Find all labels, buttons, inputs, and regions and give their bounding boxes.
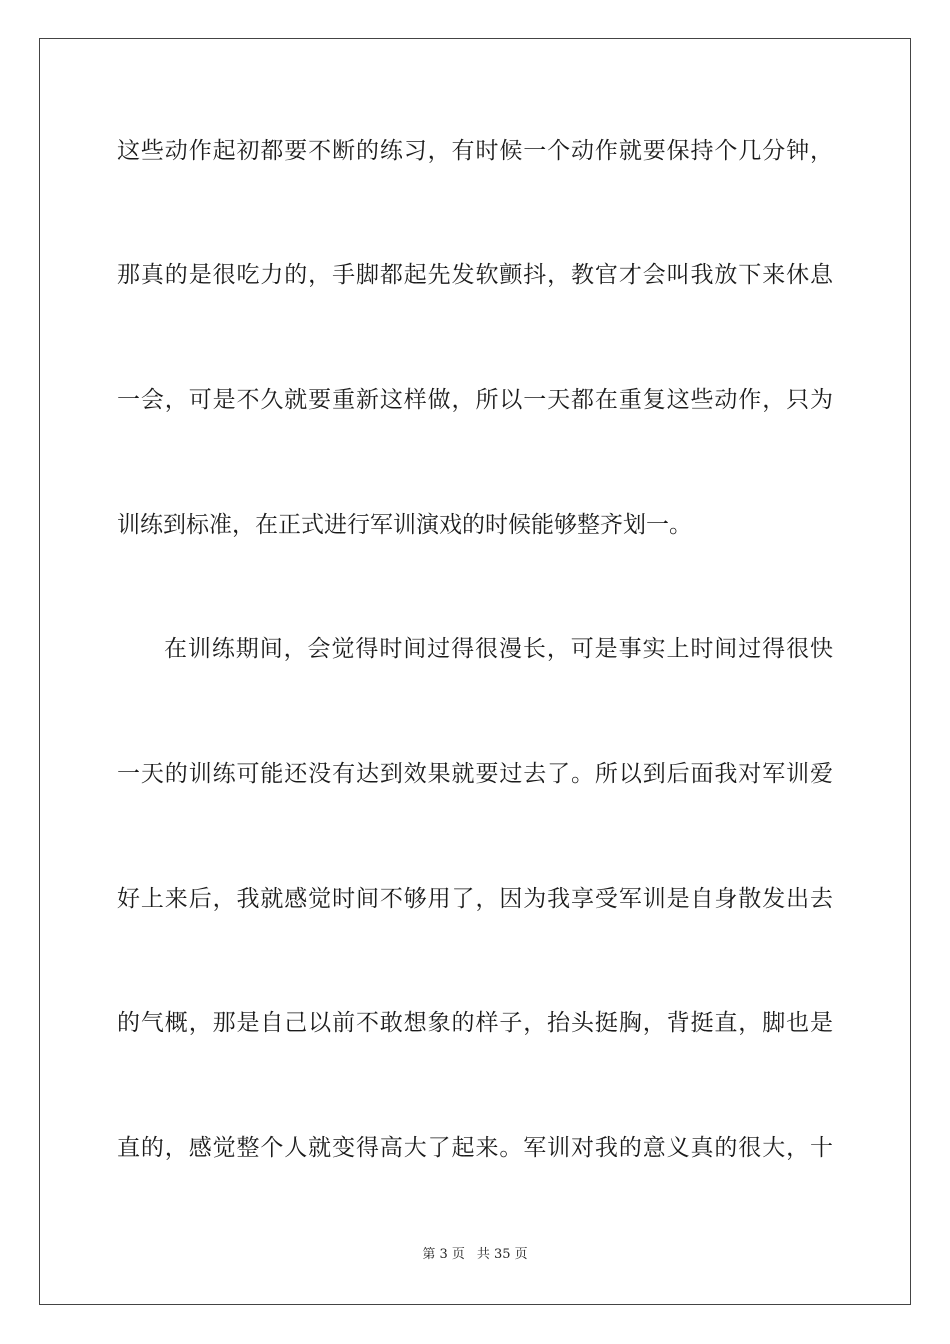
body-line-1: 这些动作起初都要不断的练习，有时候一个动作就要保持个几分钟， <box>117 138 833 164</box>
body-line-8: 的气概，那是自己以前不敢想象的样子，抬头挺胸，背挺直，脚也是 <box>117 1010 833 1036</box>
page-border <box>39 38 911 1305</box>
body-line-2: 那真的是很吃力的，手脚都起先发软颤抖，教官才会叫我放下来休息 <box>117 262 833 288</box>
body-line-3: 一会，可是不久就要重新这样做，所以一天都在重复这些动作，只为 <box>117 387 833 413</box>
body-line-4: 训练到标准，在正式进行军训演戏的时候能够整齐划一。 <box>117 512 692 538</box>
paragraph-start-line: 在训练期间，会觉得时间过得很漫长，可是事实上时间过得很快 <box>164 636 833 662</box>
page-footer <box>0 1246 950 1264</box>
body-line-9: 直的，感觉整个人就变得高大了起来。军训对我的意义真的很大，十 <box>117 1135 833 1161</box>
body-line-6: 一天的训练可能还没有达到效果就要过去了。所以到后面我对军训爱 <box>117 761 833 787</box>
total-pages: 共 35 页 <box>476 1247 528 1262</box>
body-line-7: 好上来后，我就感觉时间不够用了，因为我享受军训是自身散发出去 <box>117 886 833 912</box>
page-number: 第 3 页 <box>422 1247 465 1262</box>
